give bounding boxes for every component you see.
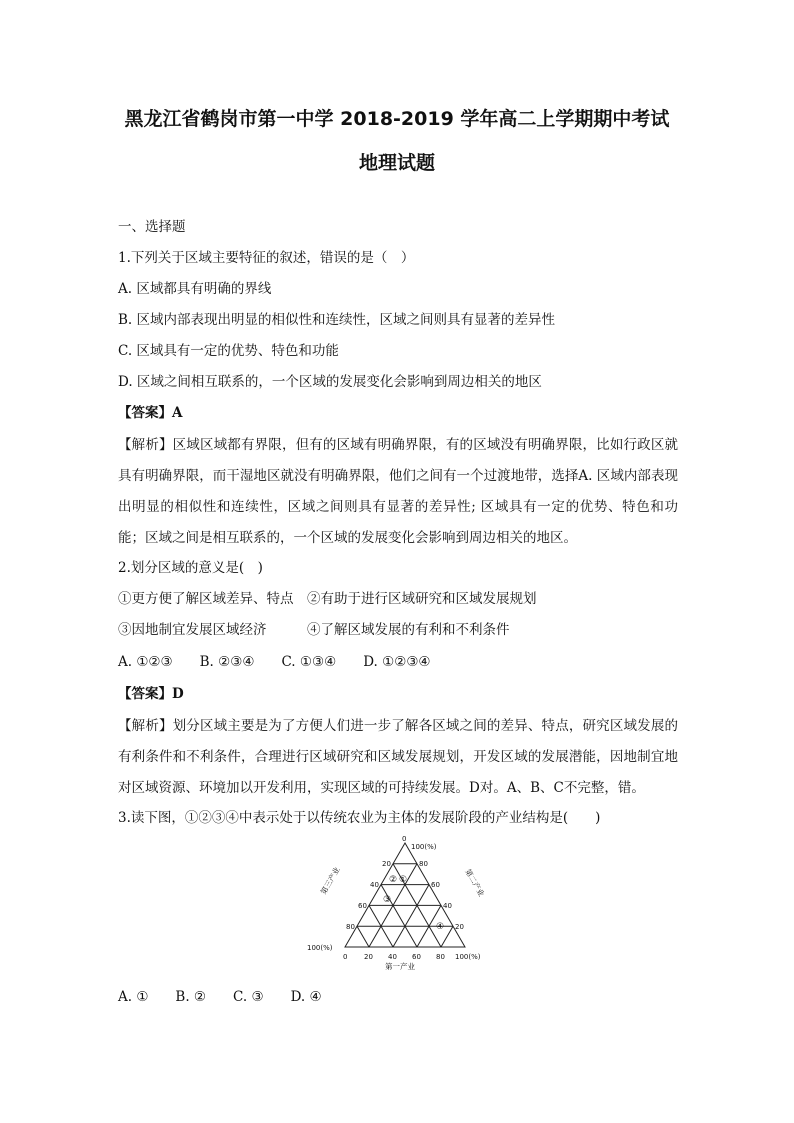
point-3-marker: ③ [383, 895, 392, 905]
page-title: 黑龙江省鹤岗市第一中学 2018-2019 学年高二上学期期中考试 [124, 108, 670, 130]
apex-label: 0 [402, 835, 407, 843]
point-1-marker: ① [399, 875, 408, 885]
right-tick-20: 20 [455, 923, 464, 931]
question-1-stem: 1.下列关于区域主要特征的叙述，错误的是（ ） [118, 250, 415, 266]
left-tick-20: 20 [382, 860, 391, 868]
left-unit-label: 100(%) [307, 944, 333, 952]
right-tick-40: 40 [443, 902, 452, 910]
left-axis-label: 第三产业 [318, 865, 342, 896]
question-2-stem: 2.划分区域的意义是( ) [118, 560, 263, 576]
industry-structure-triangle-figure [305, 833, 495, 973]
bottom-tick-0: 0 [343, 953, 348, 961]
left-tick-40: 40 [370, 881, 379, 889]
question-1-option-d: D. 区域之间相互联系的，一个区域的发展变化会影响到周边相关的地区 [118, 374, 542, 390]
top-unit-label: 100(%) [411, 843, 437, 851]
question-3-stem: 3.读下图，①②③④中表示处于以传统农业为主体的发展阶段的产业结构是( ) [118, 810, 601, 826]
question-2-options: A. ①②③ B. ②③④ C. ①③④ D. ①②③④ [118, 654, 431, 670]
triangle-outline [345, 843, 465, 947]
question-1-option-c: C. 区域具有一定的优势、特色和功能 [118, 343, 339, 359]
right-axis-label: 第二产业 [463, 867, 487, 898]
question-2-analysis: 【解析】划分区域主要是为了方便人们进一步了解各区域之间的差异、特点，研究区域发展的有利条件和不利条件，合理进行区域研究和区域发展规划，开发区域的发展潜能，因地制宜地对区域资源、环境加以开发利用，实现区域的可持续发展。D对。A、B、C不完整，错。 [118, 718, 678, 796]
section-heading: 一、选择题 [118, 219, 186, 235]
question-1-analysis: 【解析】区域区域都有界限，但有的区域有明确界限，有的区域没有明确界限，比如行政区就具有明确界限，而干湿地区就没有明确界限，他们之间有一个过渡地带，选择A. 区域内部表现出明显的相似性和连续性，区域之间则具有显著的差异性; 区域具有一定的优势、特色和功能；区域之间是相互联系的，一个区域的发展变化会影响到周边相关的地区。 [118, 437, 678, 546]
bottom-tick-80: 80 [436, 953, 445, 961]
triangle-diagram [305, 833, 495, 973]
question-2-items-line-1: ①更方便了解区域差异、特点 ②有助于进行区域研究和区域发展规划 [118, 591, 537, 607]
point-2-marker: ② [389, 875, 398, 885]
point-4-marker: ④ [436, 922, 445, 932]
page-subtitle: 地理试题 [358, 152, 435, 174]
question-1-answer: 【答案】A [118, 405, 183, 421]
right-tick-80: 80 [419, 860, 428, 868]
question-3-options: A. ① B. ② C. ③ D. ④ [118, 989, 322, 1005]
right-tick-60: 60 [431, 881, 440, 889]
question-1-option-a: A. 区域都具有明确的界线 [118, 281, 272, 297]
bottom-unit-label: 100(%) [455, 953, 481, 961]
bottom-axis-label: 第一产业 [385, 962, 415, 971]
left-tick-80: 80 [346, 923, 355, 931]
bottom-tick-40: 40 [388, 953, 397, 961]
question-1-option-b: B. 区域内部表现出明显的相似性和连续性，区域之间则具有显著的差异性 [118, 312, 556, 328]
bottom-tick-60: 60 [412, 953, 421, 961]
bottom-tick-20: 20 [364, 953, 373, 961]
question-2-items-line-2: ③因地制宜发展区域经济 ④了解区域发展的有利和不利条件 [118, 622, 510, 638]
question-2-answer: 【答案】D [118, 686, 184, 702]
left-tick-60: 60 [358, 902, 367, 910]
